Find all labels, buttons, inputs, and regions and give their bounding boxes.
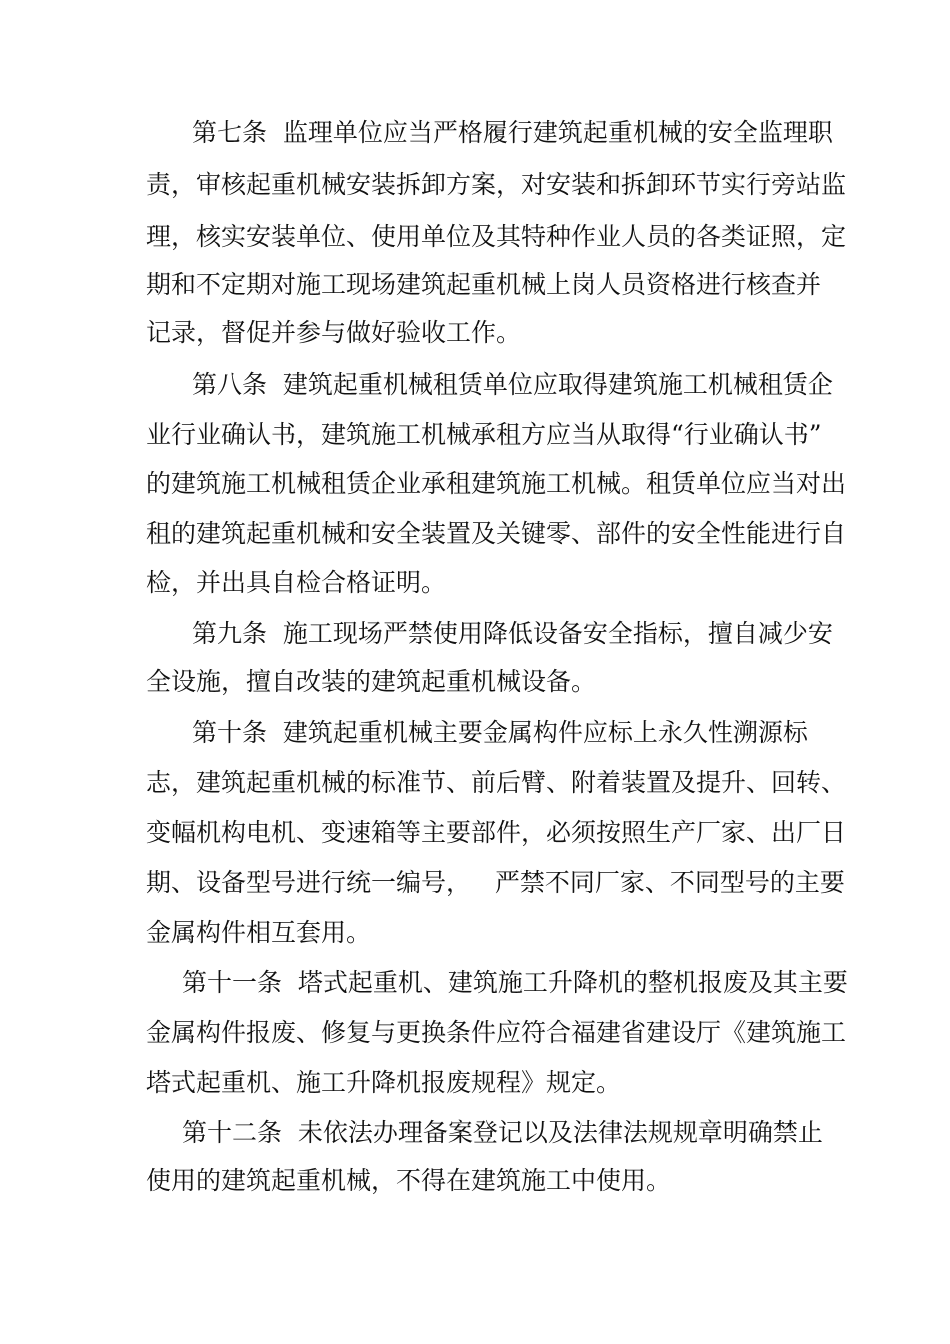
article-7-line-5: 记录，督促并参与做好验收工作。 (146, 318, 522, 347)
article-8-line-4: 租的建筑起重机械和安全装置及关键零、部件的安全性能进行自 (146, 519, 847, 548)
article-11-line-1: 第十一条 塔式起重机、建筑施工升降机的整机报废及其主要 (182, 968, 848, 997)
article-8-line-1: 第八条 建筑起重机械租赁单位应取得建筑施工机械租赁企 (192, 370, 833, 399)
article-10-line-3: 变幅机构电机、变速箱等主要部件，必须按照生产厂家、出厂日 (146, 818, 847, 847)
article-11-line-2: 金属构件报废、修复与更换条件应符合福建省建设厅《建筑施工 (146, 1018, 847, 1047)
article-9-line-2: 全设施，擅自改装的建筑起重机械设备。 (146, 667, 597, 696)
article-10-line-4: 期、设备型号进行统一编号， 严禁不同厂家、不同型号的主要 (146, 868, 845, 897)
article-8-line-2: 业行业确认书，建筑施工机械承租方应当从取得“行业确认书” (146, 420, 822, 449)
article-7-line-3: 理，核实安装单位、使用单位及其特种作业人员的各类证照，定 (146, 222, 847, 251)
article-8-line-5: 检，并出具自检合格证明。 (146, 568, 447, 597)
article-8-line-3: 的建筑施工机械租赁企业承租建筑施工机械。租赁单位应当对出 (146, 469, 847, 498)
article-7-line-4: 期和不定期对施工现场建筑起重机械上岗人员资格进行核查并 (146, 270, 822, 299)
article-10-line-5: 金属构件相互套用。 (146, 918, 372, 947)
article-11-line-3: 塔式起重机、施工升降机报废规程》规定。 (146, 1068, 622, 1097)
article-12-line-1: 第十二条 未依法办理备案登记以及法律法规规章明确禁止 (182, 1118, 823, 1147)
article-12-line-2: 使用的建筑起重机械，不得在建筑施工中使用。 (146, 1166, 672, 1195)
article-10-line-2: 志，建筑起重机械的标准节、前后臂、附着装置及提升、回转、 (146, 768, 847, 797)
article-10-line-1: 第十条 建筑起重机械主要金属构件应标上永久性溯源标 (192, 718, 808, 747)
article-7-line-2: 责，审核起重机械安装拆卸方案，对安装和拆卸环节实行旁站监 (146, 170, 847, 199)
article-7-line-1: 第七条 监理单位应当严格履行建筑起重机械的安全监理职 (192, 118, 833, 147)
article-9-line-1: 第九条 施工现场严禁使用降低设备安全指标，擅自减少安 (192, 619, 833, 648)
